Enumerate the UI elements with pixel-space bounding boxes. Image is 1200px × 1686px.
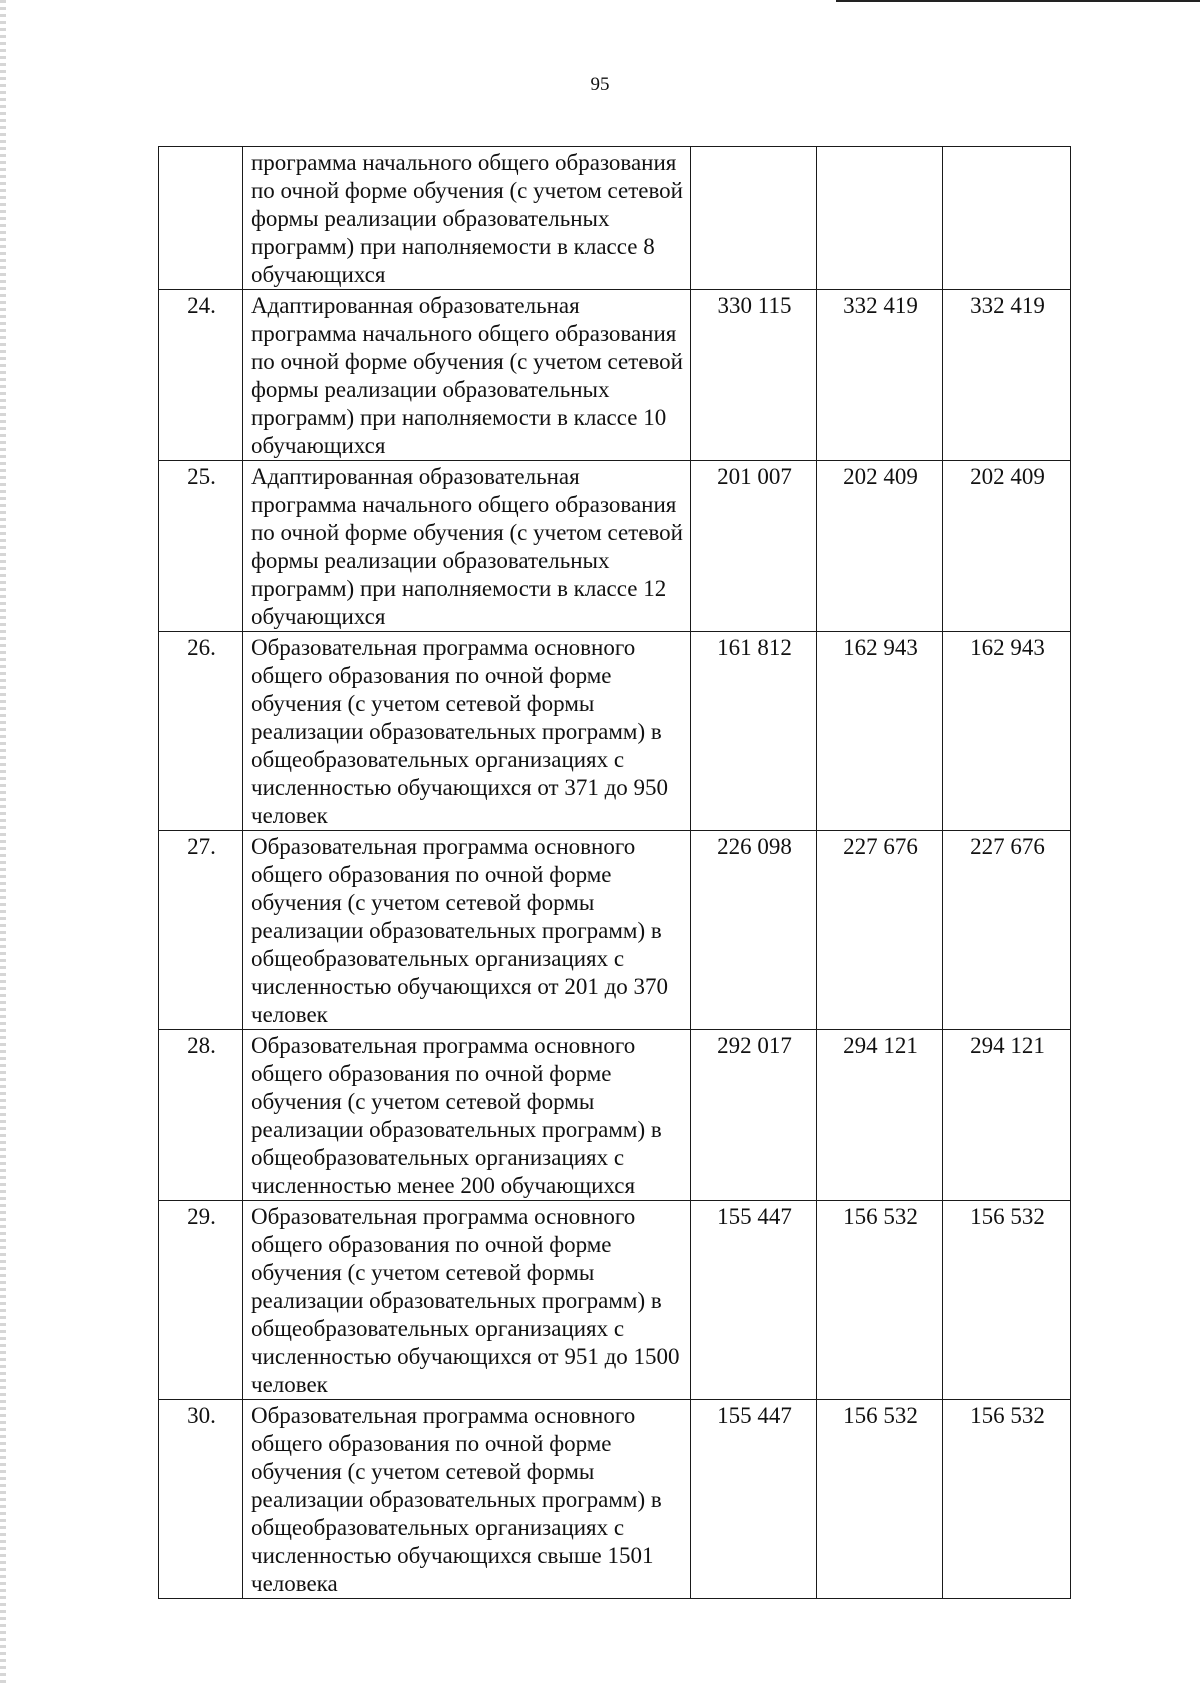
row-description: Образовательная программа основного общего образования по очной форме обучения (с учетом сетевой формы реализации образовательных программ) в общеобразовательных организациях с численностью обучающихся от 371 до 950 человек	[243, 632, 691, 831]
row-value-1: 155 447	[691, 1201, 817, 1400]
row-value-1: 292 017	[691, 1030, 817, 1201]
row-description: Образовательная программа основного общего образования по очной форме обучения (с учетом сетевой формы реализации образовательных программ) в общеобразовательных организациях с численностью обучающихся от 201 до 370 человек	[243, 831, 691, 1030]
row-value-3	[943, 147, 1071, 290]
row-value-3: 202 409	[943, 461, 1071, 632]
row-value-2: 227 676	[817, 831, 943, 1030]
row-value-3: 156 532	[943, 1400, 1071, 1599]
row-value-1: 330 115	[691, 290, 817, 461]
row-value-1	[691, 147, 817, 290]
row-value-1: 161 812	[691, 632, 817, 831]
row-value-2: 156 532	[817, 1201, 943, 1400]
data-table	[158, 146, 1071, 1599]
table-row	[159, 147, 1071, 290]
page-number: 95	[590, 74, 610, 95]
row-value-3: 332 419	[943, 290, 1071, 461]
row-description: программа начального общего образования по очной форме обучения (с учетом сетевой формы реализации образовательных программ) при наполняемости в классе 8 обучающихся	[243, 147, 691, 290]
table-row	[159, 632, 1071, 831]
row-value-2: 162 943	[817, 632, 943, 831]
scan-edge	[0, 0, 6, 1686]
row-value-3: 294 121	[943, 1030, 1071, 1201]
table-row	[159, 290, 1071, 461]
row-value-2: 202 409	[817, 461, 943, 632]
row-value-3: 156 532	[943, 1201, 1071, 1400]
row-value-3: 227 676	[943, 831, 1071, 1030]
row-description: Адаптированная образовательная программа начального общего образования по очной форме обучения (с учетом сетевой формы реализации образовательных программ) при наполняемости в классе 10 обучающихся	[243, 290, 691, 461]
row-number: 28.	[159, 1030, 243, 1201]
row-description: Образовательная программа основного общего образования по очной форме обучения (с учетом сетевой формы реализации образовательных программ) в общеобразовательных организациях с численностью обучающихся свыше 1501 человека	[243, 1400, 691, 1599]
row-number	[159, 147, 243, 290]
row-number: 25.	[159, 461, 243, 632]
table-row	[159, 831, 1071, 1030]
row-value-3: 162 943	[943, 632, 1071, 831]
table-row	[159, 1201, 1071, 1400]
row-number: 27.	[159, 831, 243, 1030]
table-row	[159, 1400, 1071, 1599]
row-value-2	[817, 147, 943, 290]
table-row	[159, 461, 1071, 632]
table-row	[159, 1030, 1071, 1201]
top-rule	[836, 0, 1200, 2]
row-description: Образовательная программа основного общего образования по очной форме обучения (с учетом сетевой формы реализации образовательных программ) в общеобразовательных организациях с численностью обучающихся от 951 до 1500 человек	[243, 1201, 691, 1400]
row-value-1: 155 447	[691, 1400, 817, 1599]
row-number: 26.	[159, 632, 243, 831]
row-value-2: 294 121	[817, 1030, 943, 1201]
row-number: 30.	[159, 1400, 243, 1599]
row-value-1: 226 098	[691, 831, 817, 1030]
row-value-2: 156 532	[817, 1400, 943, 1599]
row-number: 24.	[159, 290, 243, 461]
row-value-2: 332 419	[817, 290, 943, 461]
row-number: 29.	[159, 1201, 243, 1400]
row-description: Образовательная программа основного общего образования по очной форме обучения (с учетом сетевой формы реализации образовательных программ) в общеобразовательных организациях с численностью менее 200 обучающихся	[243, 1030, 691, 1201]
row-description: Адаптированная образовательная программа начального общего образования по очной форме обучения (с учетом сетевой формы реализации образовательных программ) при наполняемости в классе 12 обучающихся	[243, 461, 691, 632]
row-value-1: 201 007	[691, 461, 817, 632]
